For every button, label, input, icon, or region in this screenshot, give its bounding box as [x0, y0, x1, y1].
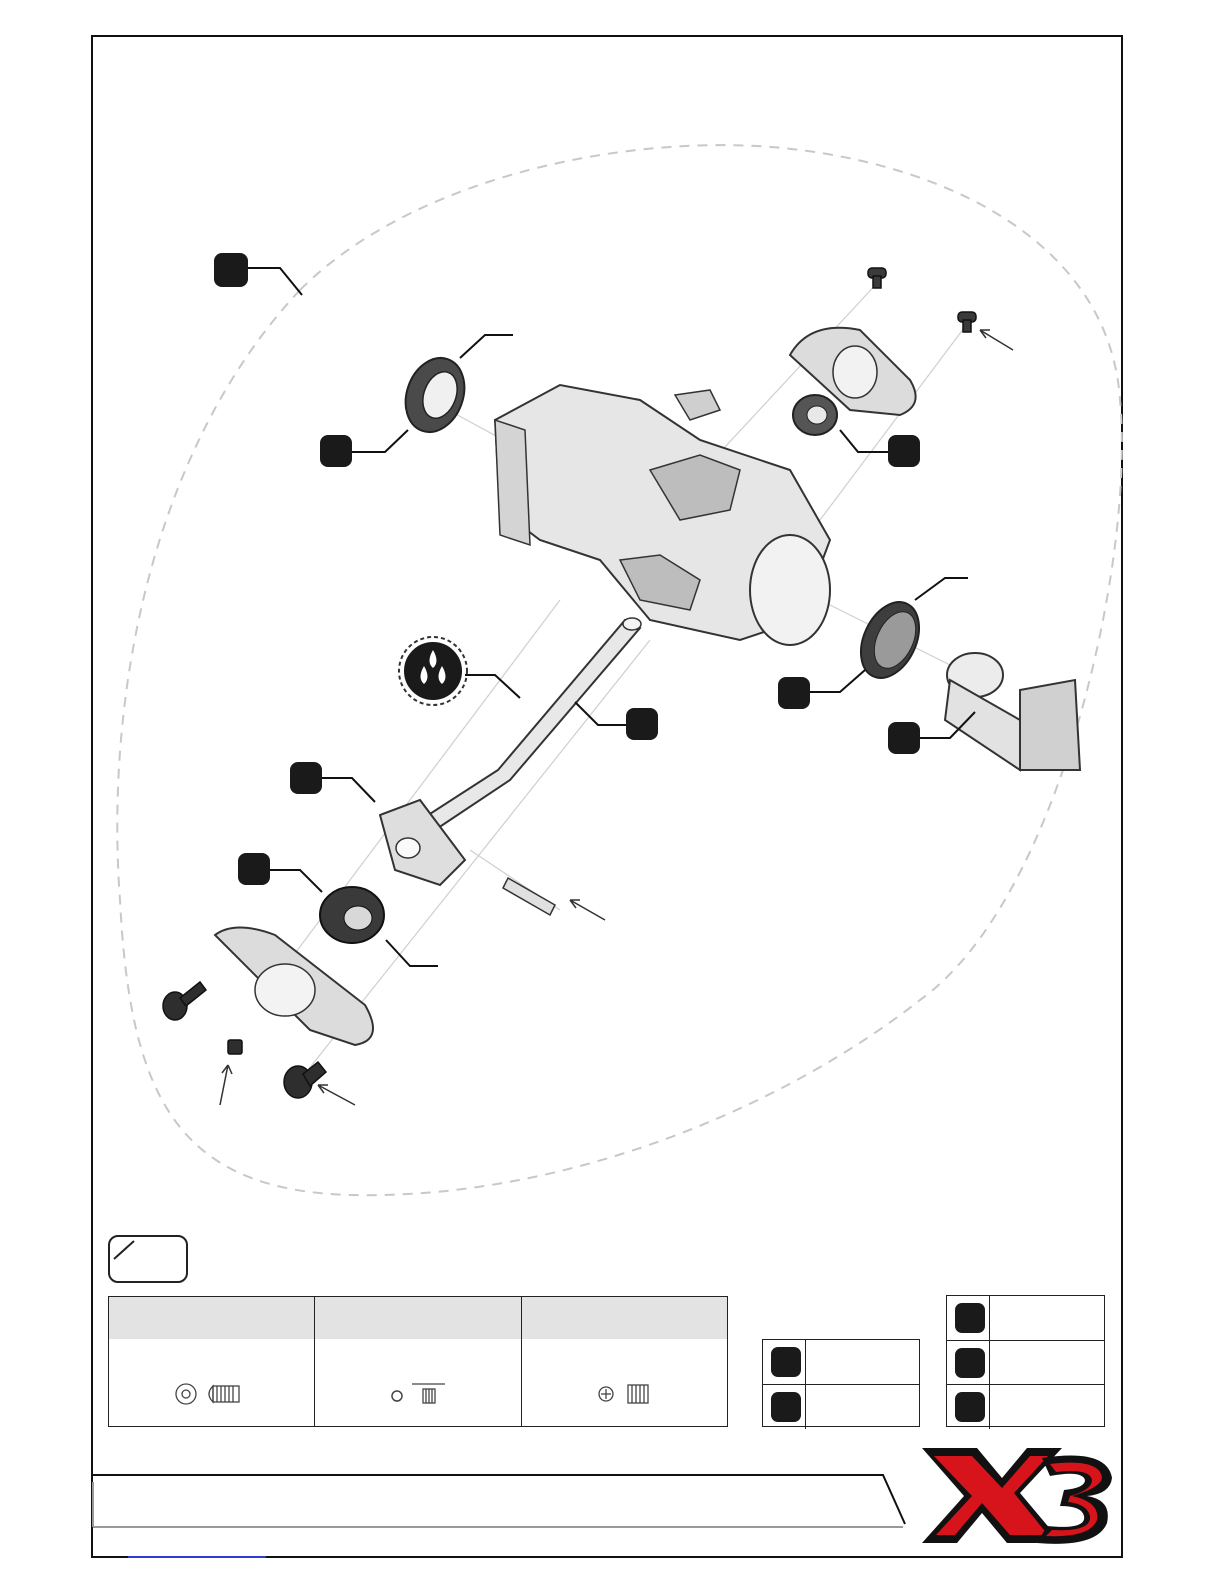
oil-drop-icon: [399, 637, 467, 705]
table-header-3: [522, 1297, 727, 1339]
bearing-bottom: [320, 887, 384, 943]
part-callout-icon: [955, 1392, 985, 1422]
legend-row: [947, 1340, 1104, 1385]
screw-top-right: [868, 268, 976, 332]
footer-link[interactable]: [128, 1556, 266, 1558]
bearing-top-left: [396, 350, 475, 441]
ring-icon: [315, 1339, 521, 1426]
bearing-plate-top: [790, 328, 916, 435]
part-callout-icon: [771, 1347, 801, 1377]
flat-screw-icon: [628, 1385, 648, 1403]
bevel-gear-right: [945, 653, 1080, 770]
legend-row: [763, 1384, 919, 1429]
legend-row: [763, 1340, 919, 1384]
brand-logo: [922, 1448, 1112, 1544]
hardware-table: [108, 1296, 728, 1427]
button-head-screw-icon: [209, 1386, 239, 1402]
legend-row: [947, 1296, 1104, 1340]
frame-notch: [93, 1475, 905, 1524]
part-callout-icon: [955, 1348, 985, 1378]
part-callout-icon: [771, 1392, 801, 1422]
hardware-column-2: [315, 1297, 521, 1426]
part-callout-icon: [955, 1303, 985, 1333]
washer-icon: [109, 1339, 315, 1426]
table-header-2: [315, 1297, 520, 1339]
housing-part: [495, 385, 830, 645]
hardware-column-1: [109, 1297, 315, 1426]
pin-part: [503, 878, 555, 915]
bearing-plate-bottom: [215, 928, 373, 1046]
hardware-column-3: [522, 1297, 727, 1426]
note-icon: [108, 1235, 188, 1283]
legend-row: [947, 1384, 1104, 1429]
set-screw-icon: [412, 1384, 445, 1403]
table-header-1: [109, 1297, 314, 1339]
legend-left: [762, 1339, 920, 1427]
phillips-icon: [522, 1339, 728, 1426]
legend-right: [946, 1295, 1105, 1427]
